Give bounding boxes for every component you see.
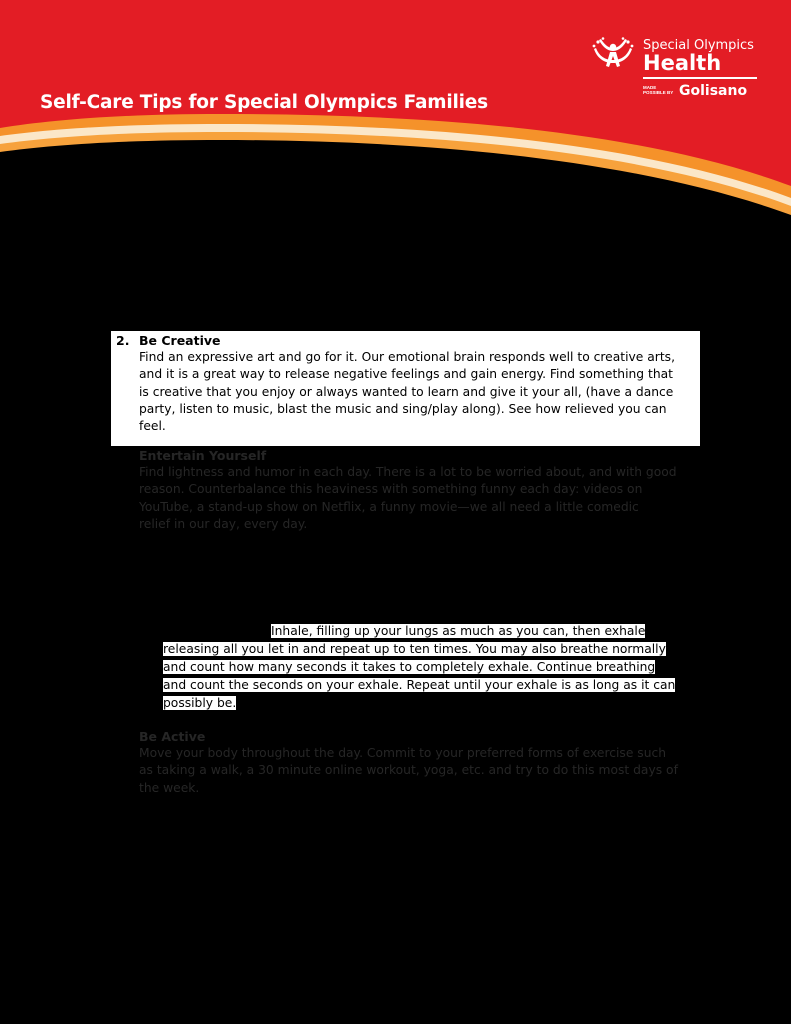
section-line: Find lightness and humor in each day. There is a lot to be worried about, and with good bbox=[139, 465, 677, 479]
section-be-creative bbox=[139, 332, 701, 435]
logo-brand-text: Special Olympics bbox=[643, 38, 754, 53]
special-olympics-figure-icon bbox=[590, 36, 636, 76]
section-line: Find an expressive art and go for it. Our emotional brain responds well to creative arts, bbox=[139, 350, 676, 364]
highlighted-line: and count the seconds on your exhale. Repeat until your exhale is as long as it can bbox=[163, 678, 676, 692]
special-olympics-health-logo bbox=[590, 36, 760, 102]
section-be-active bbox=[139, 728, 701, 797]
logo-divider bbox=[643, 77, 757, 79]
section-heading: Be Creative bbox=[139, 333, 221, 348]
section-entertain-yourself bbox=[139, 447, 701, 533]
section-line: feel. bbox=[139, 419, 166, 434]
highlighted-line: and count how many seconds it takes to completely exhale. Continue breathing bbox=[163, 660, 656, 674]
list-number: 2. bbox=[116, 333, 130, 348]
highlighted-line: releasing all you let in and repeat up to ten times. You may also breathe normally bbox=[163, 642, 666, 656]
section-line: reason. Counterbalance this heaviness with something funny each day: videos on bbox=[139, 482, 643, 497]
section-heading: Entertain Yourself bbox=[139, 448, 267, 463]
page-title: Self-Care Tips for Special Olympics Families bbox=[40, 92, 488, 113]
section-line: is creative that you enjoy or always wanted to learn and give it your all, (have a dance bbox=[139, 384, 674, 399]
section-line: and it is a great way to release negative feelings and gain energy. Find something that bbox=[139, 367, 673, 382]
logo-made-possible-text: MADE POSSIBLE BY bbox=[643, 85, 674, 95]
breathing-paragraph bbox=[163, 622, 693, 712]
logo-program-text: Health bbox=[643, 51, 722, 75]
section-line: YouTube, a stand-up show on Netflix, a funny movie—we all need a little comedic bbox=[139, 499, 639, 514]
logo-sponsor-text: Golisano bbox=[679, 83, 748, 99]
section-line: party, listen to music, blast the music and sing/play along). See how relieved you can bbox=[139, 401, 667, 416]
section-line: the week. bbox=[139, 780, 200, 795]
section-line: relief in our day, every day. bbox=[139, 516, 308, 531]
highlighted-line: Inhale, filling up your lungs as much as you can, then exhale bbox=[271, 624, 646, 638]
section-line: Move your body throughout the day. Commit to your preferred forms of exercise such bbox=[139, 746, 667, 760]
section-heading: Be Active bbox=[139, 729, 206, 744]
section-line: as taking a walk, a 30 minute online workout, yoga, etc. and try to do this most days of bbox=[139, 763, 678, 778]
highlighted-line: possibly be. bbox=[163, 696, 237, 710]
